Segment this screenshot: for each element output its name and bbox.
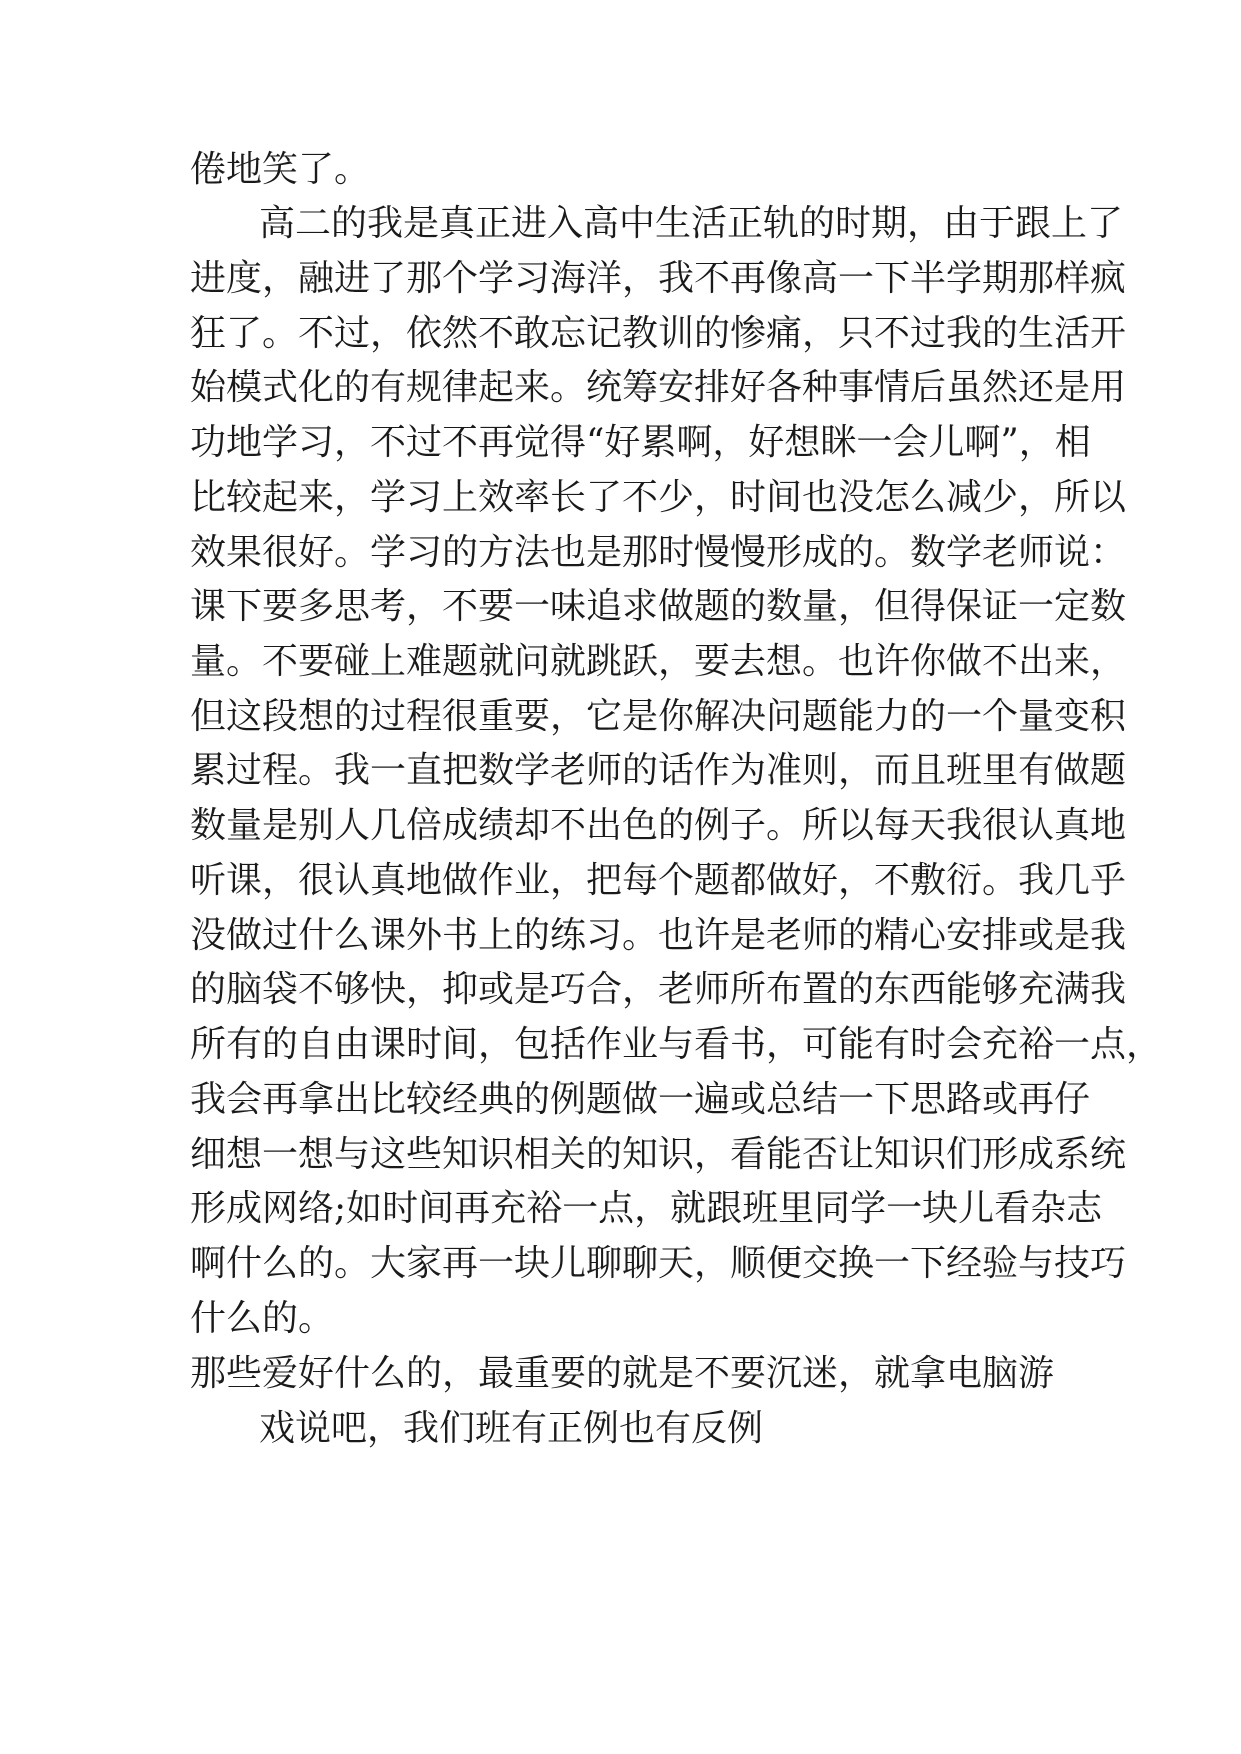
text-line: 累过程。我一直把数学老师的话作为准则，而且班里有做题: [190, 750, 1127, 791]
text-line: 听课，很认真地做作业，把每个题都做好，不敷衍。我几乎: [190, 860, 1127, 901]
text-line: 进度，融进了那个学习海洋，我不再像高一下半学期那样疯: [190, 258, 1127, 299]
text-line: 我会再拿出比较经典的例题做一遍或总结一下思路或再仔: [190, 1079, 1091, 1120]
text-line: 的脑袋不够快，抑或是巧合，老师所布置的东西能够充满我: [190, 969, 1127, 1010]
paragraph-start-line: 戏说吧，我们班有正例也有反例: [259, 1408, 764, 1449]
text-line: 什么的。: [190, 1298, 335, 1339]
text-line: 狂了。不过，依然不敢忘记教训的惨痛，只不过我的生活开: [190, 313, 1127, 354]
text-line: 课下要多思考，不要一味追求做题的数量，但得保证一定数: [190, 586, 1127, 627]
text-line: 所有的自由课时间，包括作业与看书，可能有时会充裕一点，: [190, 1024, 1163, 1065]
text-line: 比较起来，学习上效率长了不少，时间也没怎么减少，所以: [190, 477, 1127, 518]
paragraph-start-line: 高二的我是真正进入高中生活正轨的时期，由于跟上了: [259, 203, 1124, 244]
text-line: 那些爱好什么的，最重要的就是不要沉迷，就拿电脑游: [190, 1353, 1055, 1394]
text-line: 但这段想的过程很重要，它是你解决问题能力的一个量变积: [190, 696, 1127, 737]
text-line: 效果很好。学习的方法也是那时慢慢形成的。数学老师说：: [190, 532, 1127, 573]
text-line: 功地学习，不过不再觉得“好累啊，好想眯一会儿啊”，相: [190, 422, 1091, 463]
text-line: 始模式化的有规律起来。统筹安排好各种事情后虽然还是用: [190, 367, 1127, 408]
text-line: 量。不要碰上难题就问就跳跃，要去想。也许你做不出来，: [190, 641, 1127, 682]
text-line: 倦地笑了。: [190, 149, 371, 190]
text-line: 没做过什么课外书上的练习。也许是老师的精心安排或是我: [190, 915, 1127, 956]
text-line: 形成网络;如时间再充裕一点，就跟班里同学一块儿看杂志: [190, 1188, 1103, 1229]
text-line: 细想一想与这些知识相关的知识，看能否让知识们形成系统: [190, 1134, 1127, 1175]
text-line: 啊什么的。大家再一块儿聊聊天，顺便交换一下经验与技巧: [190, 1243, 1127, 1284]
text-line: 数量是别人几倍成绩却不出色的例子。所以每天我很认真地: [190, 805, 1127, 846]
